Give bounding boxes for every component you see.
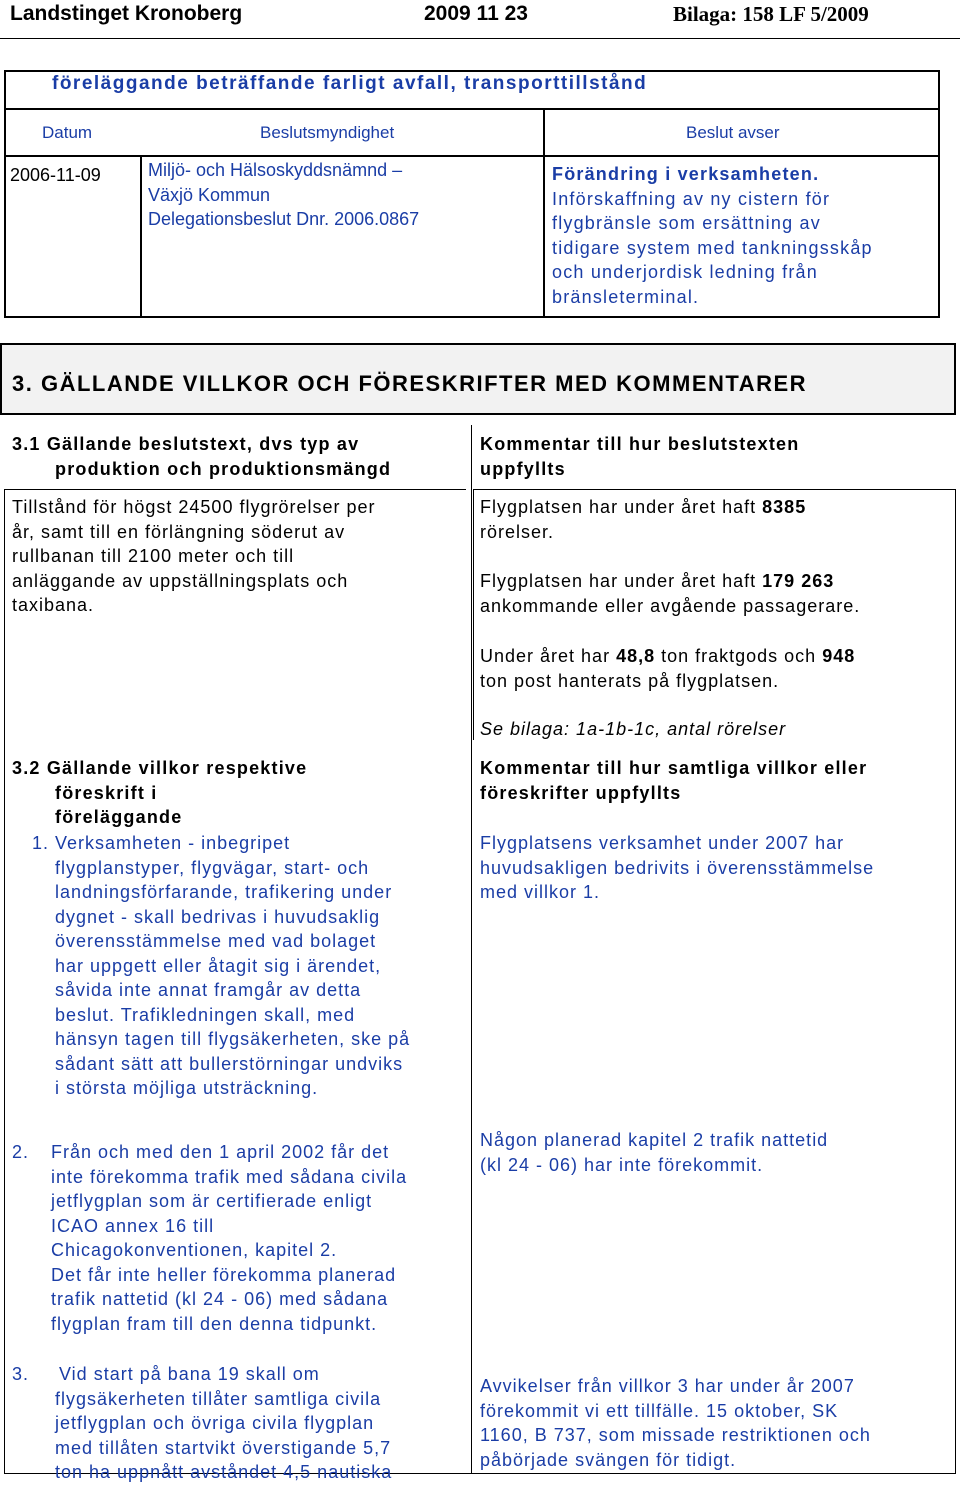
- column-header-datum: Datum: [42, 123, 93, 142]
- section-divider: [0, 413, 956, 415]
- kommentar-line: Avvikelser från villkor 3 har under år 2007: [480, 1376, 855, 1396]
- villkor-line: såvida inte annat framgår av detta: [55, 980, 362, 1000]
- heading-line: föreläggande: [55, 807, 183, 827]
- villkor-line: flygplan fram till den denna tidpunkt.: [51, 1313, 378, 1334]
- comment-text: ankommande eller avgående passagerare.: [480, 595, 861, 616]
- s31-heading: [12, 432, 391, 481]
- comment-text: rörelser.: [480, 521, 555, 542]
- villkor-number: 1.: [32, 833, 50, 853]
- kommentar-line: Flygplatsens verksamhet under 2007 har: [480, 833, 845, 853]
- cell-avser: [552, 162, 873, 309]
- kommentar-line: med villkor 1.: [480, 882, 601, 902]
- cell-avser-heading: Förändring i verksamheten.: [552, 164, 820, 184]
- comment-text: Flygplatsen har under året haft: [480, 497, 763, 517]
- comment-text: Flygplatsen har under året haft: [480, 571, 763, 591]
- villkor-line: Chicagokonventionen, kapitel 2.: [51, 1240, 338, 1260]
- kommentar-line: (kl 24 - 06) har inte förekommit.: [480, 1154, 764, 1175]
- s31-comment-1: [480, 495, 806, 544]
- comment-text: ton fraktgods och: [655, 646, 823, 666]
- villkor-line: trafik nattetid (kl 24 - 06) med sådana: [51, 1289, 389, 1309]
- se-bilaga-link: Se bilaga: 1a-1b-1c, antal rörelser: [480, 719, 787, 739]
- text-line: taxibana.: [12, 595, 95, 615]
- villkor-line: beslut. Trafikledningen skall, med: [55, 1004, 356, 1025]
- kommentar-line: förekommit vi ett tillfälle. 15 oktober, SK: [480, 1400, 839, 1421]
- villkor-number: 3.: [12, 1364, 30, 1384]
- s32-heading: [12, 756, 307, 830]
- kommentar-line: huvudsakligen bedrivits i överensstämmelse: [480, 857, 875, 878]
- s31-comment-heading: [480, 432, 799, 481]
- comment-value: 179 263: [762, 571, 835, 591]
- villkor-1: [32, 831, 410, 1101]
- decision-table-title: föreläggande beträffande farligt avfall, transporttillstånd: [52, 73, 648, 94]
- kommentar-1: [480, 831, 874, 905]
- header-date: 2009 11 23: [424, 2, 528, 25]
- heading-line: Kommentar till hur samtliga villkor eller: [480, 758, 868, 778]
- heading-line: Kommentar till hur beslutstexten: [480, 434, 800, 454]
- cell-line: flygbränsle som ersättning av: [552, 213, 821, 233]
- cell-line: tidigare system med tankningsskåp: [552, 237, 873, 258]
- villkor-line: inte förekomma trafik med sådana civila: [51, 1166, 408, 1187]
- header-rule: [0, 38, 960, 39]
- column-divider: [471, 425, 472, 1474]
- column-header-beslut-avser: Beslut avser: [686, 123, 780, 142]
- villkor-line: Det får inte heller förekomma planerad: [51, 1264, 397, 1285]
- comment-text: ton post hanterats på flygplatsen.: [480, 670, 780, 691]
- villkor-line: Från och med den 1 april 2002 får det: [51, 1142, 390, 1162]
- text-line: rullbanan till 2100 meter och till: [12, 546, 295, 566]
- cell-line: bränsleterminal.: [552, 286, 700, 307]
- table-divider: [4, 155, 940, 157]
- villkor-line: i största möjliga utsträckning.: [55, 1078, 319, 1098]
- heading-line: 3.2 Gällande villkor respektive: [12, 758, 308, 778]
- comment-value: 948: [822, 646, 856, 666]
- villkor-line: flygsäkerheten tillåter samtliga civila: [55, 1388, 382, 1409]
- s31-text: [12, 495, 376, 618]
- villkor-line: har uppgett eller åtagit sig i ärendet,: [55, 955, 382, 976]
- kommentar-line: 1160, B 737, som missade restriktionen och: [480, 1425, 871, 1445]
- s31-comment-3: [480, 644, 855, 693]
- villkor-text: Verksamheten - inbegripet: [55, 833, 291, 853]
- kommentar-3: [480, 1374, 871, 1472]
- villkor-line: ICAO annex 16 till: [51, 1215, 215, 1236]
- comment-value: 48,8: [616, 646, 656, 666]
- s31-comment-2: [480, 569, 860, 618]
- s32-comment-heading: [480, 756, 867, 805]
- table-divider: [4, 108, 940, 110]
- text-line: Tillstånd för högst 24500 flygrörelser per: [12, 497, 376, 517]
- heading-line: uppfyllts: [480, 458, 566, 479]
- villkor-line: hänsyn tagen till flygsäkerheten, ske på: [55, 1029, 411, 1049]
- cell-line: Växjö Kommun: [148, 184, 271, 205]
- villkor-line: överensstämmelse med vad bolaget: [55, 931, 377, 951]
- section-3-title: 3. GÄLLANDE VILLKOR OCH FÖRESKRIFTER MED KOMMENTARER: [12, 371, 808, 396]
- comment-text: Under året har: [480, 646, 617, 666]
- villkor-line: jetflygplan och övriga civila flygplan: [55, 1413, 375, 1433]
- text-line: anläggande av uppställningsplats och: [12, 570, 349, 591]
- villkor-line: dygnet - skall bedrivas i huvudsaklig: [55, 906, 381, 927]
- text-line: år, samt till en förlängning söderut av: [12, 521, 346, 542]
- cell-datum: 2006-11-09: [10, 165, 101, 185]
- villkor-line: flygplanstyper, flygvägar, start- och: [55, 857, 370, 878]
- cell-line: och underjordisk ledning från: [552, 262, 818, 282]
- cell-myndighet: [148, 158, 419, 232]
- villkor-number: 2.: [12, 1142, 30, 1162]
- heading-line: föreskrift i: [55, 782, 158, 803]
- comment-value: 8385: [762, 497, 807, 517]
- villkor-line: Vid start på bana 19 skall om: [59, 1364, 320, 1384]
- cell-line: Införskaffning av ny cistern för: [552, 188, 831, 209]
- header-bilaga: Bilaga: 158 LF 5/2009: [673, 2, 869, 26]
- heading-line: 3.1 Gällande beslutstext, dvs typ av: [12, 434, 360, 454]
- heading-line: föreskrifter uppfyllts: [480, 782, 682, 803]
- kommentar-2: [480, 1128, 828, 1177]
- villkor-2: [12, 1140, 407, 1336]
- header-org: Landstinget Kronoberg: [10, 2, 243, 25]
- villkor-line: landningsförfarande, trafikering under: [55, 882, 393, 902]
- villkor-line: med tillåten startvikt överstigande 5,7: [55, 1437, 392, 1458]
- kommentar-line: Någon planerad kapitel 2 trafik nattetid: [480, 1130, 829, 1150]
- cell-line: Delegationsbeslut Dnr. 2006.0867: [148, 209, 420, 229]
- table-divider: [543, 108, 545, 318]
- heading-line: produktion och produktionsmängd: [55, 458, 392, 479]
- villkor-3: [12, 1362, 392, 1485]
- cell-line: Miljö- och Hälsoskyddsnämnd –: [148, 160, 403, 180]
- villkor-line: ton ha uppnått avståndet 4,5 nautiska: [55, 1462, 393, 1482]
- villkor-line: sådant sätt att bullerstörningar undviks: [55, 1053, 404, 1074]
- column-header-beslutsmyndighet: Beslutsmyndighet: [260, 123, 395, 142]
- table-divider: [140, 155, 142, 318]
- kommentar-line: påbörjade svängen för tidigt.: [480, 1449, 737, 1470]
- villkor-line: jetflygplan som är certifierade enligt: [51, 1191, 373, 1211]
